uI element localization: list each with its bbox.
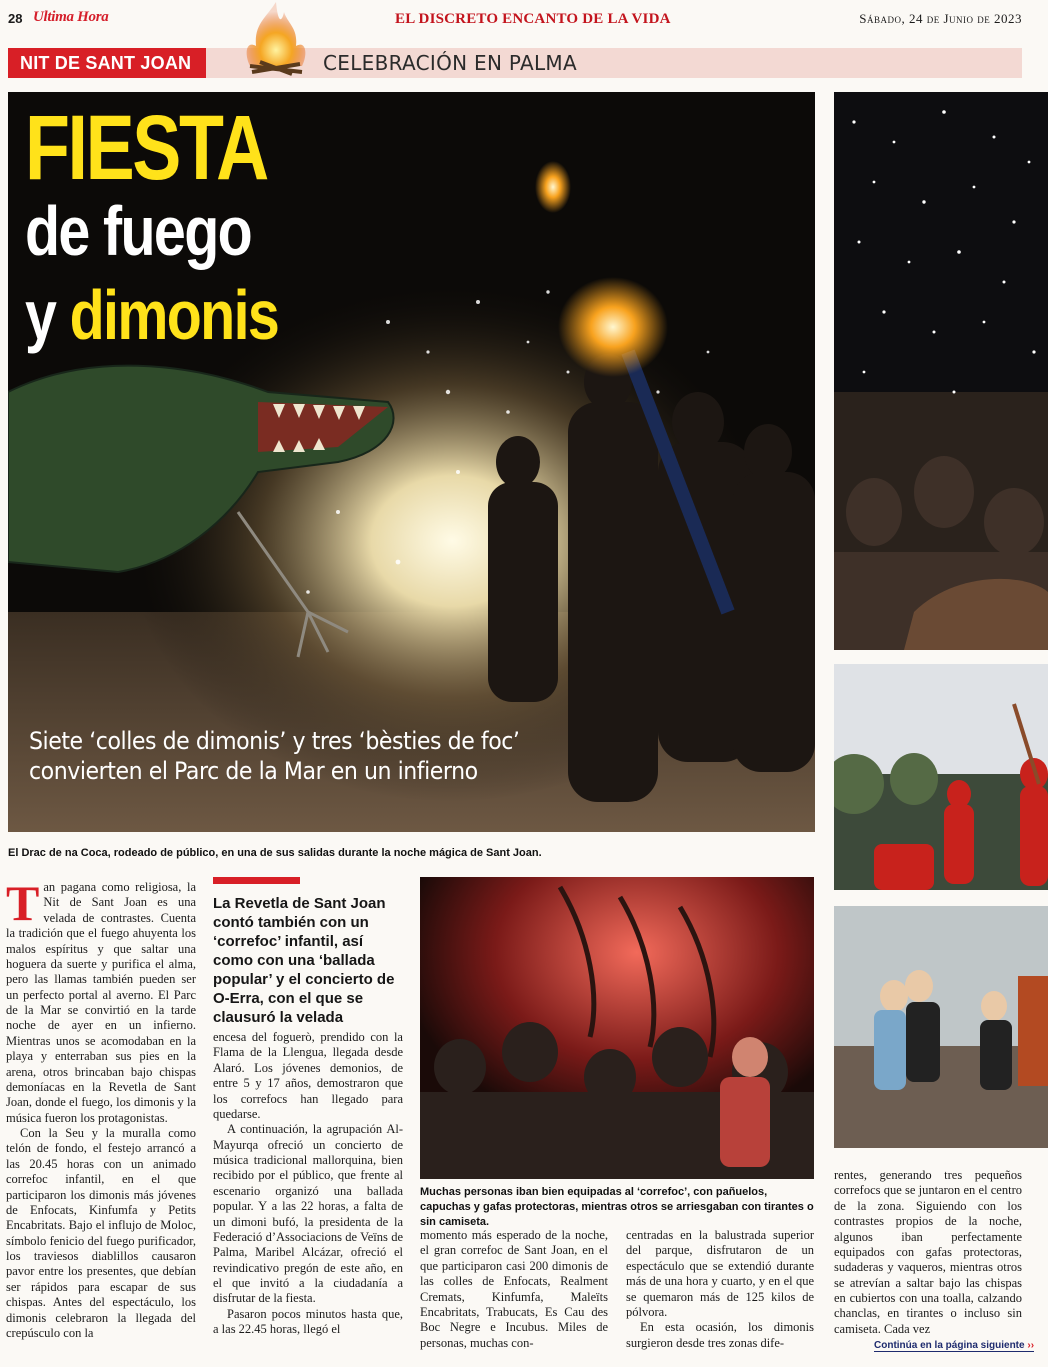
paragraph: centradas en la balustrada superior del parque, disfrutaron de un espectáculo que se extendió durante más de una hora y cuarto, y en el que se quemaron más de 125 kilos de pólvora. <box>626 1228 814 1319</box>
headline-line-1: FIESTA <box>25 97 267 199</box>
headline-deck: Siete ‘colles de dimonis’ y tres ‘bèsties de foc’ convierten el Parc de la Mar en un infierno <box>29 727 520 785</box>
headline-y: y <box>25 276 70 354</box>
bonfire-icon <box>236 0 316 80</box>
page-number: 28 <box>8 11 23 26</box>
body-column-4 <box>626 1228 814 1351</box>
headline-dimonis: dimonis <box>69 276 279 354</box>
drop-cap: T <box>6 875 40 931</box>
page-header <box>0 0 1048 40</box>
paragraph: rentes, generando tres pequeños correfocs que se juntaron en el centro de la zona. Siguiendo con los contrastes propios de la noche, algunos iban perfectamente equipados con gafas protectoras, sudaderas y vaqueros, mientras otros se atrevían a saltar bajo las chispas en cubiertos con una toalla, calzando chanclas, en tirantes o incluso sin camiseta. Cada vez <box>834 1168 1022 1336</box>
side-photo-red-devils <box>834 664 1048 890</box>
mid-photo-hooded-crowd <box>420 877 814 1179</box>
main-photo-caption: El Drac de na Coca, rodeado de público, en una de sus salidas durante la noche mágica de Sant Joan. <box>8 847 542 859</box>
paragraph: Pasaron pocos minutos hasta que, a las 22.45 horas, llegó el <box>213 1306 403 1337</box>
issue-date: Sábado, 24 de Junio de 2023 <box>859 11 1022 26</box>
mid-photo-caption: Muchas personas iban bien equipadas al ‘correfoc’, con pañuelos, capuchas y gafas protectoras, mientras otros se arriesgaban con tirantes o sin camiseta. <box>420 1186 814 1228</box>
paragraph-text: an pagana como religiosa, la Nit de Sant Joan es una velada de contrastes. Cuenta la tradición que el fuego ahuyenta los malos espíritus y que saltar una hoguera da suerte y purifica el alma, pero las llamas también pueden ser un perfecto portal al averno. El Parc de la Mar se convirtió en la tarde noche de ayer en un infierno. Mientras unos se acomodaban en la playa y enterraban sus pies en la arena, otros brincaban bajo chispas demoníacas en la Revetla de Sant Joan, donde el fuego, los dimonis y la música fueron los protagonistas. <box>6 880 196 1125</box>
continue-next-page-link[interactable] <box>874 1340 1034 1352</box>
kicker-subtitle: CELEBRACIÓN EN PALMA <box>323 51 577 75</box>
headline-line-3 <box>25 276 279 354</box>
paragraph: encesa del foguerò, prendido con la Flama de la Llengua, llegada desde Alaró. Los jóvenes demonios, de entre 5 y 17 años, demostraron que los correfocs han llegado para quedarse. <box>213 1030 403 1121</box>
side-photo-sparks-crowd <box>834 92 1048 650</box>
side-photo-dancing-crowd <box>834 906 1048 1148</box>
newspaper-brand: Ultima Hora <box>33 9 109 25</box>
continue-label: Continúa en la página siguiente <box>874 1340 1025 1351</box>
body-column-5 <box>834 1168 1022 1337</box>
paragraph: momento más esperado de la noche, el gran correfoc de Sant Joan, en el que participaron casi 200 dimonis de las colles de Enfocats, Realment Cremats, Kinfumfa, Maleïts Encabritats, Trabucats, Es Cau des Boc Negre e Incubus. Miles de personas, muchas con- <box>420 1228 608 1350</box>
pullquote: La Revetla de Sant Joan contó también con un ‘correfoc’ infantil, así como con una ‘ballada popular’ y el concierto de O-Erra, con el que se clausuró la velada <box>213 895 395 1027</box>
pullquote-rule <box>213 877 300 884</box>
body-column-3 <box>420 1228 608 1351</box>
paragraph: Con la Seu y la muralla como telón de fondo, el festejo arrancó a las 20.45 horas con un animado correfoc infantil, en el que participaron los dimonis más jóvenes de Enfocats, Kinfumfa y Petits Encabritats. Bajo el influjo de Moloc, símbolo fenicio del fuego purificador, los traviesos diablillos causaron pavor entre los presentes, que debían ser rápidos para escapar de sus chispas. Antes del espectáculo, los dimonis celebraron la llegada del crepúsculo con la <box>6 1126 196 1340</box>
double-arrow-icon: ›› <box>1027 1340 1035 1351</box>
paragraph <box>6 875 196 1126</box>
kicker-label: NIT DE SANT JOAN <box>20 53 192 73</box>
paragraph: A continuación, la agrupación Al-Mayurqa ofreció un concierto de música tradicional mallorquina, bien recibido por el público, que frente al escenario organizó una ballada popular. Y a las 22 horas, a falta de un dimoni bufó, la presidenta de la Federació d’Associacions de Veïns de Palma, Maribel Alcázar, ofreció el revindicativo pregón de este año, en el que invitó a la ciudadanía a disfrutar de la fiesta. <box>213 1122 403 1306</box>
body-column-1 <box>6 875 196 1341</box>
headline-line-2: de fuego <box>25 192 252 270</box>
body-column-2 <box>213 1030 403 1338</box>
section-title: EL DISCRETO ENCANTO DE LA VIDA <box>395 11 671 27</box>
kicker-label-box <box>8 48 206 78</box>
paragraph: En esta ocasión, los dimonis surgieron desde tres zonas dife- <box>626 1320 814 1350</box>
